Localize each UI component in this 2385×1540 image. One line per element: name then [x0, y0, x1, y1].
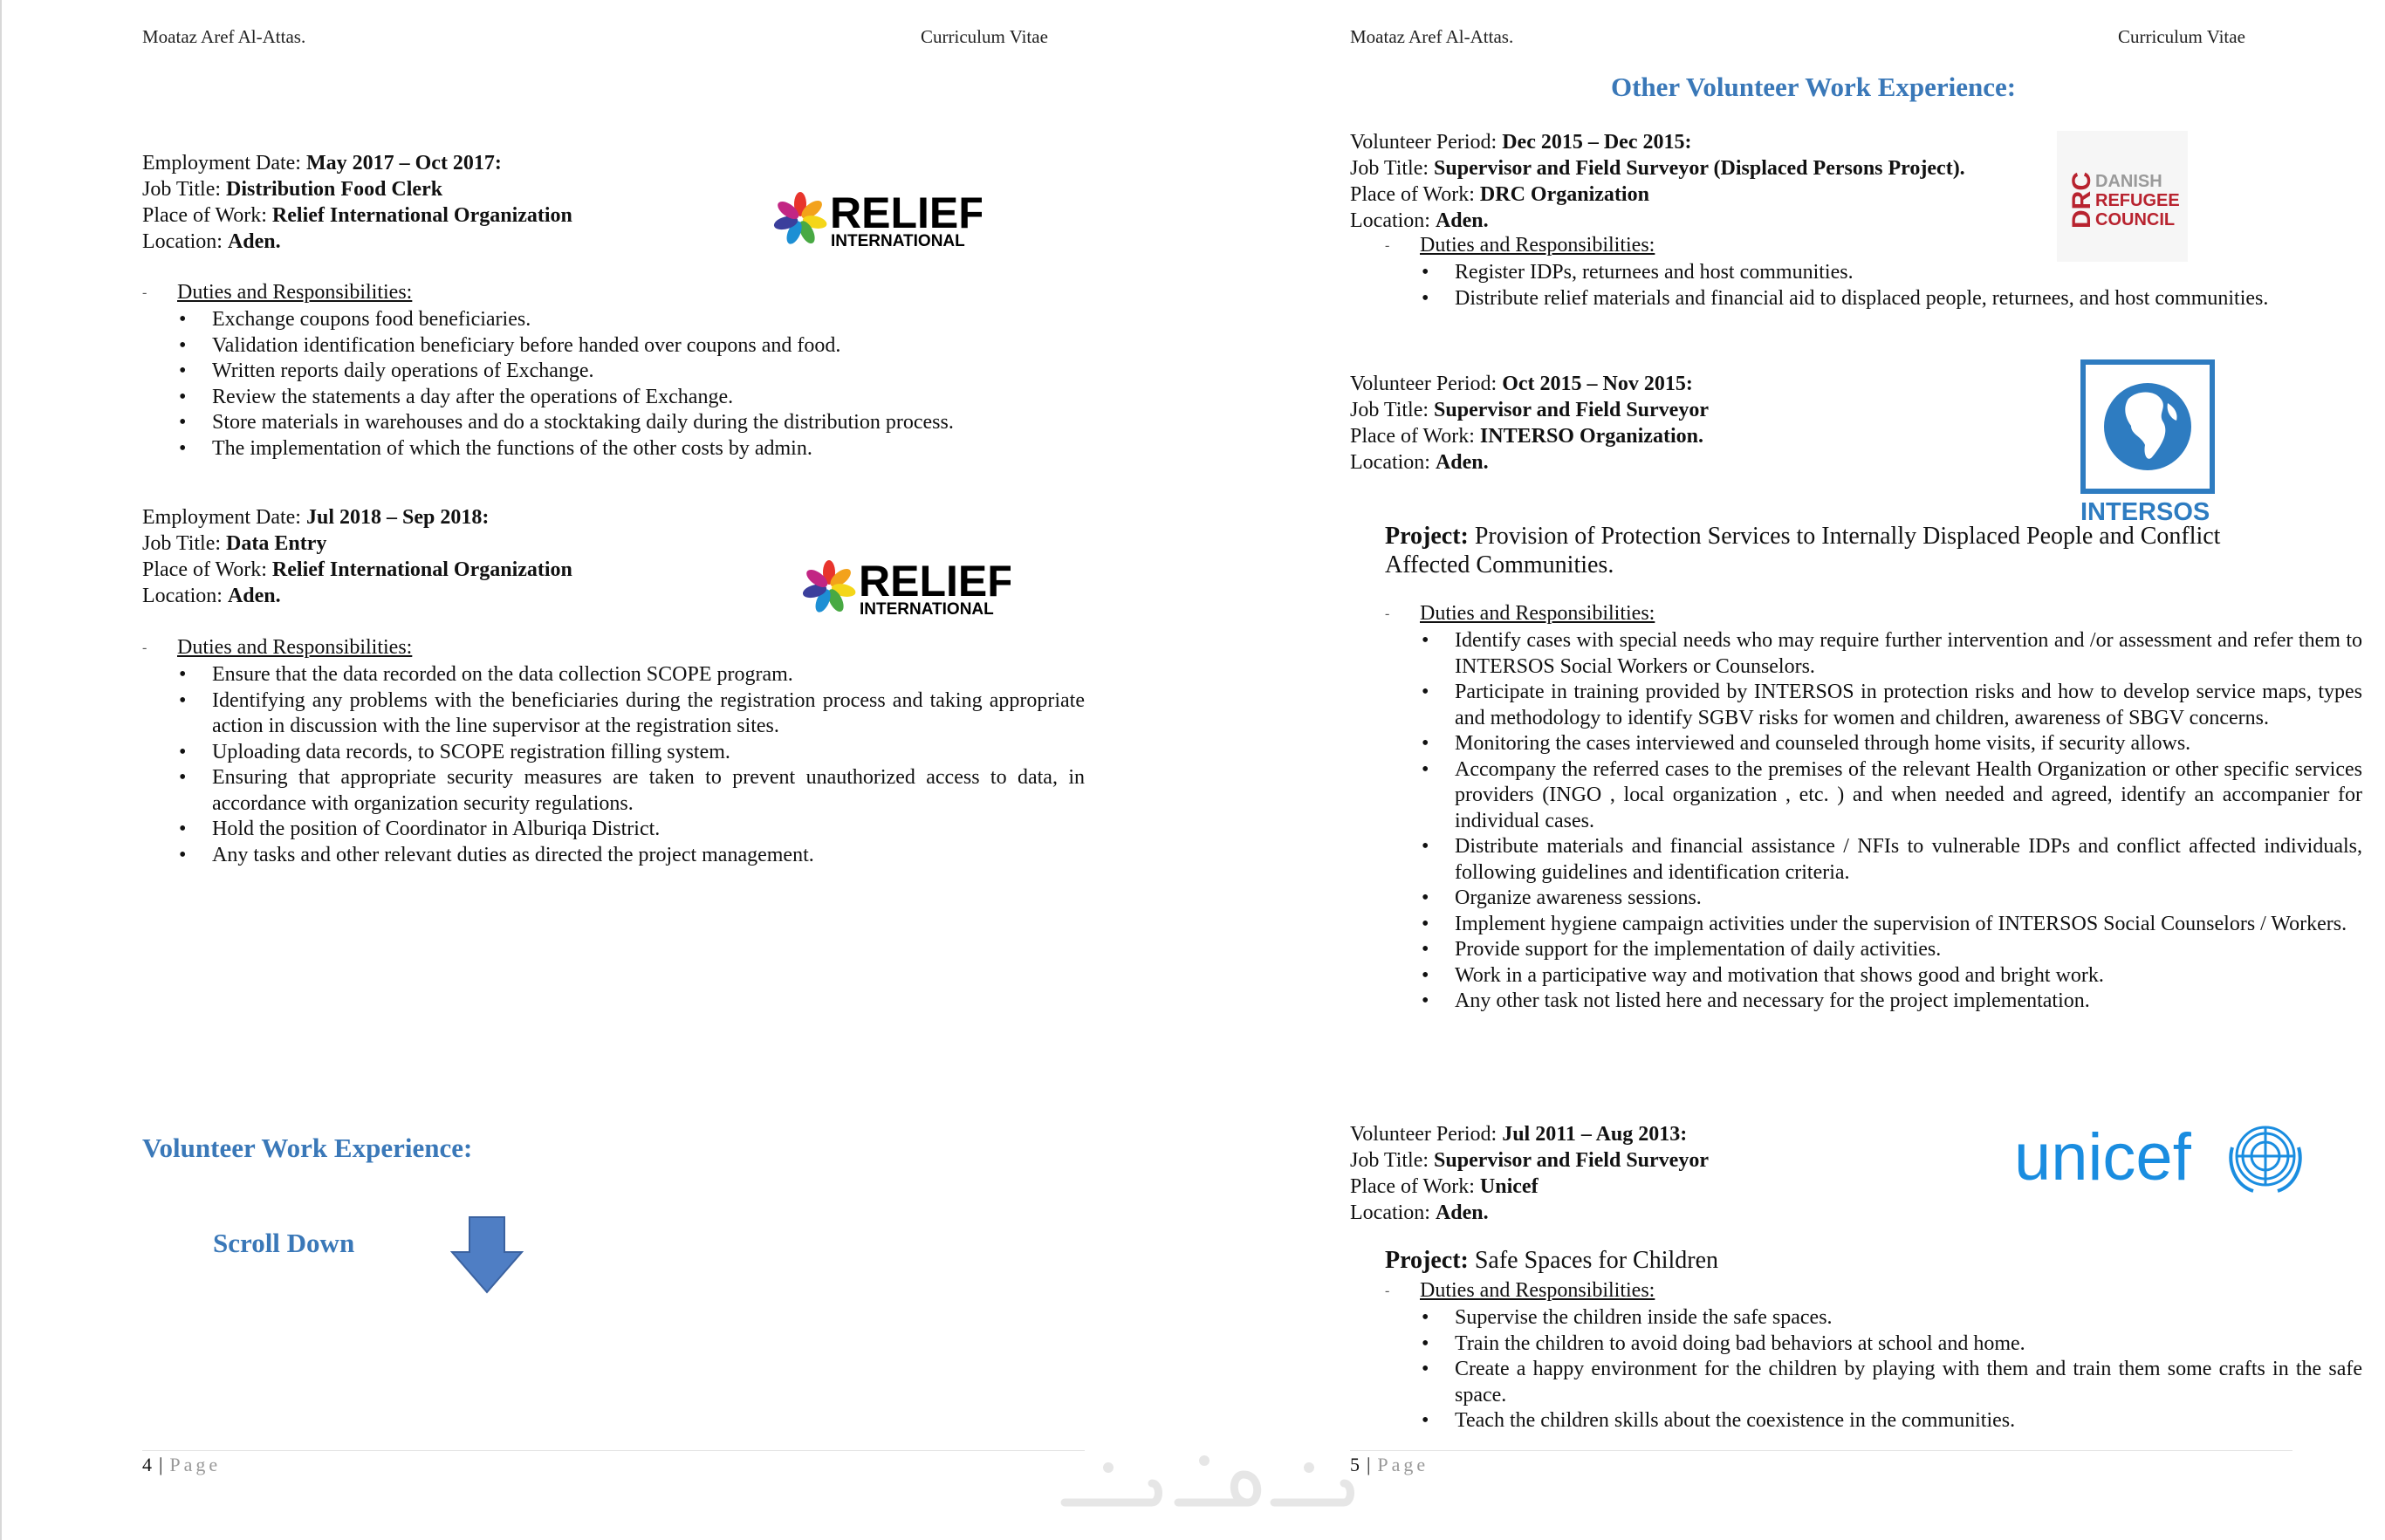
project-label: Project: — [1385, 523, 1469, 550]
location-label: Location: — [1350, 451, 1436, 474]
duty-item: • Teach the children skills about the coexistence in the communities. — [1420, 1408, 2362, 1434]
duty-item: • Accompany the referred cases to the premises of the relevant Health Organization or other specific services providers (INGO , local organization , etc. ) and when needed and agreed, identify an accompanier for individual cases. — [1420, 757, 2362, 835]
place-value: Unicef — [1479, 1175, 1539, 1198]
location-row — [142, 229, 572, 255]
duties-list-1 — [177, 307, 1085, 462]
header-doc-title: Curriculum Vitae — [2118, 26, 2245, 47]
duty-item: • Written reports daily operations of Exchange. — [177, 359, 1085, 385]
project-value: Safe Spaces for Children — [1468, 1247, 1718, 1274]
duty-item: • Monitoring the cases interviewed and counseled through home visits, if security allows. — [1420, 731, 2362, 757]
duty-item: • Identify cases with special needs who may require further intervention and /or assessment and refer them to INTERSOS Social Workers or Counselors. — [1420, 628, 2362, 680]
place-label: Place of Work: — [142, 204, 272, 227]
svg-text:DRC: DRC — [2067, 172, 2096, 229]
job-title-value: Data Entry — [226, 532, 327, 555]
relief-flower-icon — [801, 558, 1011, 619]
volunteer-period-row — [1350, 371, 1709, 397]
employment-date-row — [142, 150, 572, 176]
relief-international-logo-2 — [801, 558, 1011, 624]
duties-list-unicef — [1420, 1305, 2362, 1434]
duty-item: • Organize awareness sessions. — [1420, 886, 2362, 912]
place-row — [1350, 181, 1965, 208]
employment-entry-2 — [142, 504, 572, 609]
svg-text:COUNCIL: COUNCIL — [2095, 210, 2176, 229]
employment-date-value: May 2017 – Oct 2017: — [305, 152, 502, 175]
drc-logo — [2057, 131, 2188, 262]
job-title-label: Job Title: — [1350, 399, 1435, 421]
place-label: Place of Work: — [1350, 183, 1480, 206]
volunteer-period-row — [1350, 1121, 1709, 1147]
footer-rule — [1350, 1450, 2292, 1451]
job-title-value: Supervisor and Field Surveyor — [1434, 399, 1709, 421]
duties-heading-text: Duties and Responsibilities: — [1420, 1279, 1655, 1302]
job-title-row — [1350, 397, 1709, 423]
page-4 — [0, 0, 1192, 1540]
period-label: Volunteer Period: — [1350, 1123, 1503, 1146]
duties-heading-text: Duties and Responsibilities: — [177, 636, 413, 659]
duty-item: • Hold the position of Coordinator in Alburiqa District. — [177, 817, 1085, 843]
other-volunteer-heading: Other Volunteer Work Experience: — [1611, 72, 2017, 102]
place-label: Place of Work: — [1350, 425, 1480, 448]
duties-heading-text: Duties and Responsibilities: — [177, 281, 413, 304]
period-value: Jul 2011 – Aug 2013: — [1502, 1123, 1688, 1146]
employment-date-label: Employment Date: — [142, 152, 306, 175]
duty-item: • Create a happy environment for the children by playing with them and train them some crafts in the safe space. — [1420, 1357, 2362, 1408]
svg-text:REFUGEE: REFUGEE — [2095, 191, 2180, 210]
page-number: 4 — [142, 1454, 152, 1475]
duty-item: • Provide support for the implementation of daily activities. — [1420, 937, 2362, 963]
relief-flower-icon — [772, 190, 982, 251]
location-value: Aden. — [1435, 1201, 1489, 1224]
footer-page-word: Page — [1377, 1454, 1429, 1475]
svg-text:RELIEF: RELIEF — [830, 190, 982, 237]
duty-item: • Implement hygiene campaign activities under the supervision of INTERSOS Social Counselors / Workers. — [1420, 912, 2362, 938]
duty-item: • Work in a participative way and motivation that shows good and bright work. — [1420, 963, 2362, 989]
employment-date-row — [142, 504, 572, 530]
watermark-logo — [1047, 1448, 1361, 1523]
arrow-down-icon — [450, 1215, 524, 1294]
footer-separator: | — [1367, 1454, 1371, 1475]
duties-list-intersos — [1420, 628, 2362, 1015]
job-title-value: Supervisor and Field Surveyor (Displaced Persons Project). — [1434, 157, 1965, 180]
duties-heading-intersos: - Duties and Responsibilities: — [1385, 602, 1655, 625]
job-title-row — [1350, 1147, 1709, 1174]
place-row — [1350, 423, 1709, 449]
header-name: Moataz Aref Al-Attas. — [142, 26, 306, 47]
location-row — [1350, 1200, 1709, 1226]
job-title-row — [142, 530, 572, 557]
duties-list-drc — [1420, 260, 2362, 311]
footer-rule — [142, 1450, 1085, 1451]
volunteer-period-row — [1350, 129, 1965, 155]
volunteer-entry-drc — [1350, 129, 1965, 234]
place-label: Place of Work: — [142, 558, 272, 581]
page-number: 5 — [1350, 1454, 1360, 1475]
project-label: Project: — [1385, 1247, 1469, 1274]
scroll-down-label: Scroll Down — [213, 1228, 355, 1258]
relief-international-logo-1 — [772, 190, 982, 256]
period-value: Oct 2015 – Nov 2015: — [1502, 373, 1693, 395]
page-footer — [142, 1454, 221, 1476]
footer-separator: | — [159, 1454, 163, 1475]
duty-item: • The implementation of which the functions of the other costs by admin. — [177, 436, 1085, 462]
duty-item: • Ensuring that appropriate security measures are taken to prevent unauthorized access to data, in accordance with organization security regulations. — [177, 765, 1085, 817]
drc-logo-icon — [2057, 131, 2188, 262]
duties-heading-2: - Duties and Responsibilities: — [142, 636, 413, 659]
place-value: DRC Organization — [1479, 183, 1649, 206]
place-value: Relief International Organization — [271, 204, 572, 227]
duty-item: • Distribute materials and financial assistance / NFIs to vulnerable IDPs and conflict affected individuals, following guidelines and identification criteria. — [1420, 834, 2362, 886]
location-value: Aden. — [227, 230, 281, 253]
duty-item: • Validation identification beneficiary before handed over coupons and food. — [177, 333, 1085, 359]
duty-item: • Identifying any problems with the beneficiaries during the registration process and taking appropriate action in discussion with the line supervisor at the registration sites. — [177, 688, 1085, 740]
job-title-label: Job Title: — [142, 178, 227, 201]
duty-item: • Store materials in warehouses and do a stocktaking daily during the distribution process. — [177, 410, 1085, 436]
period-value: Dec 2015 – Dec 2015: — [1502, 131, 1692, 154]
place-row — [142, 202, 572, 229]
duty-item: • Any other task not listed here and necessary for the project implementation. — [1420, 989, 2362, 1015]
location-label: Location: — [142, 585, 228, 607]
location-value: Aden. — [1435, 451, 1489, 474]
place-row — [1350, 1174, 1709, 1200]
duties-list-2 — [177, 662, 1085, 868]
duty-item: • Exchange coupons food beneficiaries. — [177, 307, 1085, 333]
duty-item: • Any tasks and other relevant duties as directed the project management. — [177, 843, 1085, 869]
period-label: Volunteer Period: — [1350, 131, 1503, 154]
svg-text:INTERSOS: INTERSOS — [2080, 498, 2210, 525]
place-row — [142, 557, 572, 583]
project-value: Provision of Protection Services to Internally Displaced People and Conflict Affected Communities. — [1385, 523, 2221, 578]
job-title-value: Distribution Food Clerk — [226, 178, 443, 201]
location-row — [1350, 449, 1709, 476]
svg-text:RELIEF: RELIEF — [859, 558, 1011, 606]
period-label: Volunteer Period: — [1350, 373, 1503, 395]
project-intersos — [1385, 522, 2223, 579]
duty-item: • Supervise the children inside the safe spaces. — [1420, 1305, 2362, 1331]
job-title-label: Job Title: — [142, 532, 227, 555]
duty-item: • Distribute relief materials and financial aid to displaced people, returnees, and host communities. — [1420, 286, 2362, 312]
job-title-label: Job Title: — [1350, 1149, 1435, 1172]
job-title-label: Job Title: — [1350, 157, 1435, 180]
job-title-value: Supervisor and Field Surveyor — [1434, 1149, 1709, 1172]
volunteer-heading: Volunteer Work Experience: — [142, 1133, 473, 1163]
svg-text:INTERNATIONAL: INTERNATIONAL — [860, 600, 994, 619]
place-value: Relief International Organization — [271, 558, 572, 581]
duties-heading-1: - Duties and Responsibilities: — [142, 281, 413, 304]
duty-item: • Register IDPs, returnees and host communities. — [1420, 260, 2362, 286]
volunteer-entry-unicef — [1350, 1121, 1709, 1226]
duties-heading-text: Duties and Responsibilities: — [1420, 602, 1655, 625]
place-label: Place of Work: — [1350, 1175, 1480, 1198]
employment-entry-1 — [142, 150, 572, 255]
job-title-row — [142, 176, 572, 202]
header-name: Moataz Aref Al-Attas. — [1350, 26, 1514, 47]
duty-item: • Participate in training provided by INTERSOS in protection risks and how to develop service maps, types and methodology to identify SGBV risks for women and children, awareness of SBGV concerns. — [1420, 680, 2362, 731]
globe-icon — [2080, 359, 2225, 525]
page-footer — [1350, 1454, 1429, 1476]
location-value: Aden. — [1435, 209, 1489, 232]
location-row — [1350, 208, 1965, 234]
place-value: INTERSO Organization. — [1479, 425, 1703, 448]
duty-item: • Uploading data records, to SCOPE registration filling system. — [177, 740, 1085, 766]
svg-text:INTERNATIONAL: INTERNATIONAL — [831, 232, 965, 250]
location-value: Aden. — [227, 585, 281, 607]
employment-date-value: Jul 2018 – Sep 2018: — [305, 506, 490, 529]
location-label: Location: — [142, 230, 228, 253]
duty-item: • Train the children to avoid doing bad behaviors at school and home. — [1420, 1331, 2362, 1358]
duties-heading-unicef: - Duties and Responsibilities: — [1385, 1279, 1655, 1302]
page-5 — [1192, 0, 2385, 1540]
duties-heading-drc: - Duties and Responsibilities: — [1385, 234, 1655, 257]
duty-item: • Ensure that the data recorded on the data collection SCOPE program. — [177, 662, 1085, 688]
svg-text:DANISH: DANISH — [2095, 172, 2162, 191]
intersos-logo — [2080, 359, 2225, 530]
employment-date-label: Employment Date: — [142, 506, 306, 529]
location-label: Location: — [1350, 1201, 1436, 1224]
header-doc-title: Curriculum Vitae — [921, 26, 1048, 47]
footer-page-word: Page — [169, 1454, 222, 1475]
location-row — [142, 583, 572, 609]
duties-heading-text: Duties and Responsibilities: — [1420, 234, 1655, 257]
duty-item: • Review the statements a day after the operations of Exchange. — [177, 385, 1085, 411]
volunteer-entry-intersos — [1350, 371, 1709, 476]
location-label: Location: — [1350, 209, 1436, 232]
project-unicef — [1385, 1246, 2223, 1275]
unicef-emblem-icon — [2014, 1117, 2302, 1195]
svg-text:unicef: unicef — [2014, 1120, 2191, 1194]
job-title-row — [1350, 155, 1965, 181]
unicef-logo — [2014, 1117, 2302, 1200]
